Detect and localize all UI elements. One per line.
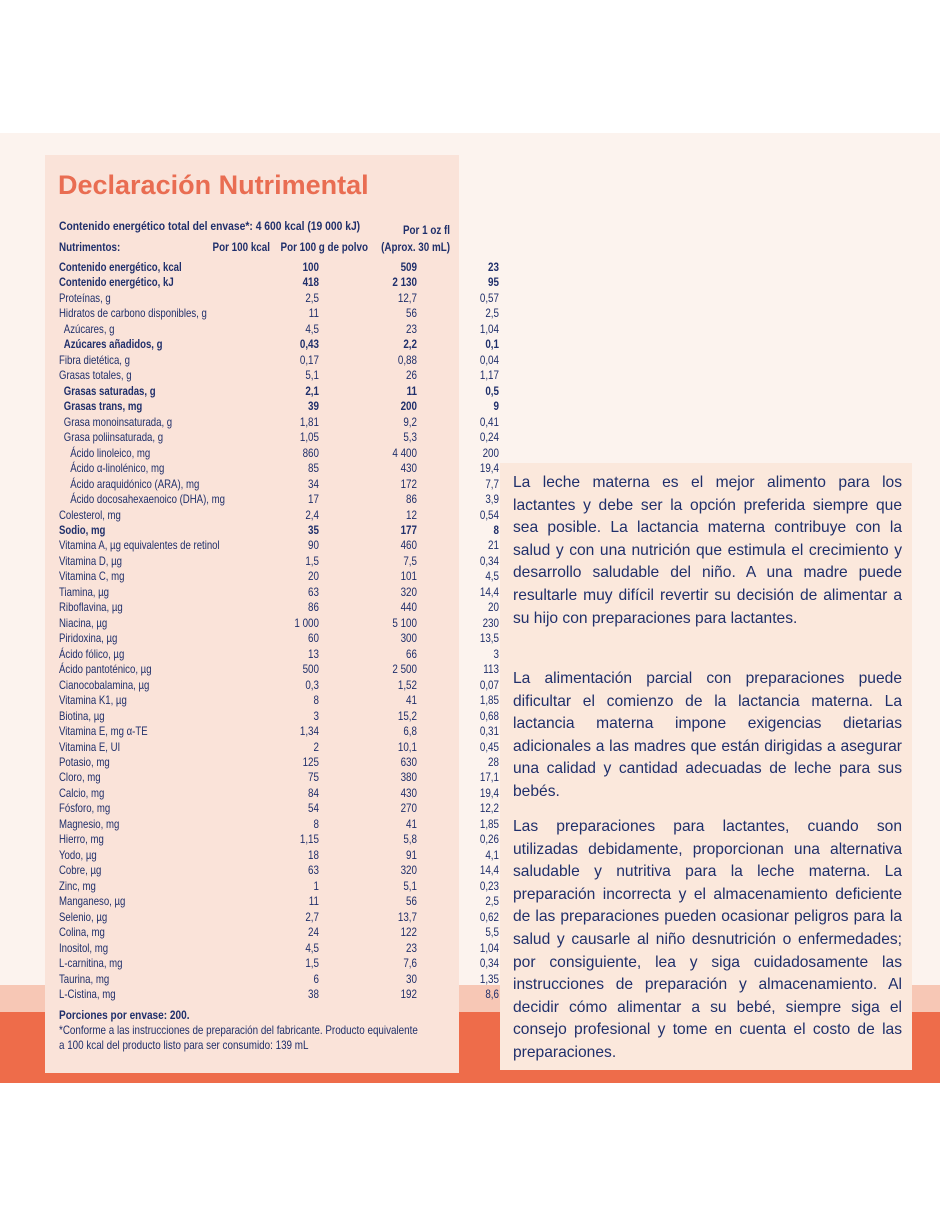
value-per-100-kcal: 0,17 [299,352,319,367]
table-row [59,522,499,538]
value-per-100-g: 440 [400,600,417,615]
value-per-100-kcal: 125 [302,755,319,769]
value-per-100-kcal: 75 [308,770,319,785]
nutrient-name: Colina, mg [59,925,105,940]
value-per-100-g: 23 [406,940,417,955]
nutrient-name: Zinc, mg [59,878,96,893]
table-row [59,321,499,337]
header-per-100-g: Por 100 g de polvo [280,240,368,254]
value-per-oz: 13,5 [479,631,499,646]
value-per-100-g: 12 [406,507,417,522]
table-row [59,739,499,755]
value-per-100-g: 56 [406,894,417,909]
value-per-oz: 4,5 [485,569,499,584]
value-per-100-g: 12,7 [397,290,417,305]
nutrient-name: Cloro, mg [59,770,101,785]
value-per-100-g: 320 [400,584,417,599]
value-per-oz: 0,23 [479,878,499,893]
value-per-100-g: 460 [400,538,417,553]
value-per-100-kcal: 100 [302,260,319,274]
value-per-100-g: 15,2 [397,708,417,723]
value-per-oz: 14,4 [479,863,499,878]
value-per-100-kcal: 11 [308,306,319,321]
table-row [59,677,499,693]
table-row [59,956,499,971]
header-per-100-kcal: Por 100 kcal [212,240,270,254]
value-per-100-g: 4 400 [392,445,417,460]
value-per-100-g: 6,8 [403,724,417,739]
value-per-oz: 28 [488,755,499,769]
nutrient-name: Ácido araquidónico (ARA), mg [70,476,200,491]
table-row [59,894,499,909]
value-per-oz: 23 [488,260,499,274]
value-per-oz: 9 [493,399,499,414]
value-per-100-kcal: 85 [308,461,319,476]
table-row [59,708,499,724]
value-per-oz: 200 [482,445,499,460]
nutrient-name: Ácido linoleico, mg [70,445,151,460]
table-row [59,290,499,306]
table-row [59,383,499,399]
nutrient-name: Grasas totales, g [59,368,132,383]
value-per-oz: 1,85 [479,816,499,831]
value-per-100-g: 2,2 [403,337,417,352]
value-per-oz: 20 [488,600,499,615]
value-per-100-g: 7,5 [403,553,417,568]
table-row [59,538,499,553]
nutrient-name: Cianocobalamina, µg [59,677,150,692]
table-row [59,801,499,816]
value-per-oz: 0,5 [485,383,499,398]
value-per-100-g: 270 [400,801,417,816]
value-per-100-kcal: 1,5 [305,956,319,971]
value-per-100-g: 509 [400,260,417,274]
value-per-oz: 7,7 [485,476,499,491]
table-row [59,847,499,863]
value-per-oz: 0,54 [479,507,499,522]
table-row [59,987,499,1002]
value-per-100-kcal: 63 [308,863,319,878]
value-per-100-kcal: 8 [313,816,319,831]
value-per-oz: 8,6 [485,987,499,1002]
table-row [59,693,499,708]
header-per-oz [376,222,450,256]
nutrition-title: Declaración Nutrimental [58,170,369,200]
value-per-100-g: 5,3 [403,430,417,445]
nutrient-name: L-carnitina, mg [59,956,123,971]
table-row [59,414,499,430]
nutrient-name: Azúcares añadidos, g [63,337,163,352]
table-row [59,832,499,847]
value-per-100-kcal: 1,05 [299,430,319,445]
value-per-100-g: 200 [400,399,417,414]
value-per-oz: 0,57 [479,290,499,305]
value-per-100-kcal: 0,43 [299,337,319,352]
value-per-100-g: 56 [406,306,417,321]
value-per-100-g: 122 [400,925,417,940]
table-row [59,600,499,615]
value-per-100-g: 192 [400,987,417,1002]
nutrient-name: Tiamina, µg [59,584,109,599]
value-per-100-g: 10,1 [397,739,417,754]
table-row [59,352,499,368]
nutrient-name: Grasa poliinsaturada, g [63,430,164,445]
value-per-100-kcal: 3 [313,708,319,723]
value-per-100-g: 66 [406,646,417,661]
table-row [59,925,499,940]
nutrient-name: Manganeso, µg [59,894,126,909]
value-per-100-kcal: 418 [302,275,319,290]
value-per-100-g: 630 [400,755,417,769]
value-per-100-g: 23 [406,321,417,336]
value-per-100-kcal: 5,1 [305,368,319,383]
value-per-100-g: 7,6 [403,956,417,971]
nutrient-name: Selenio, µg [59,909,108,924]
value-per-100-g: 177 [400,522,417,537]
value-per-oz: 8 [493,522,499,537]
table-row [59,399,499,414]
nutrient-name: Ácido pantoténico, µg [59,662,152,677]
nutrient-name: Riboflavina, µg [59,600,123,615]
value-per-oz: 3,9 [485,492,499,507]
value-per-100-kcal: 2,7 [305,909,319,924]
table-row [59,492,499,507]
table-row [59,337,499,352]
value-per-100-g: 5,8 [403,832,417,847]
table-row [59,785,499,801]
value-per-oz: 113 [483,662,499,677]
value-per-100-kcal: 34 [308,476,319,491]
nutrient-name: Ácido α-linolénico, mg [70,461,165,476]
value-per-100-g: 0,88 [397,352,417,367]
table-row [59,584,499,600]
value-per-oz: 2,5 [485,306,499,321]
value-per-100-g: 430 [400,785,417,800]
table-row [59,615,499,631]
value-per-100-kcal: 2 [313,739,319,754]
value-per-100-g: 91 [406,847,417,862]
footnote: *Conforme a las instrucciones de preparación del fabricante. Producto equivalente a 100 kcal del producto listo para ser consumido: 139 mL [59,1023,418,1052]
table-row [59,260,499,275]
value-per-100-kcal: 4,5 [305,321,319,336]
value-per-100-kcal: 54 [308,801,319,816]
value-per-oz: 2,5 [485,894,499,909]
table-row [59,306,499,321]
value-per-100-g: 5,1 [403,878,417,893]
value-per-100-kcal: 35 [308,522,319,537]
value-per-100-g: 86 [406,492,417,507]
table-row [59,816,499,832]
value-per-100-kcal: 90 [308,538,319,553]
table-row [59,940,499,956]
value-per-100-kcal: 500 [302,662,319,677]
value-per-100-g: 5 100 [392,615,417,630]
table-row [59,971,499,987]
value-per-100-kcal: 38 [308,987,319,1002]
notice-paragraph-3: Las preparaciones para lactantes, cuando son utilizadas debidamente, proporcionan una alternativa saludable y nutritiva para la leche materna. La preparación incorrecta y el almacenamiento deficiente de las preparaciones pueden ocasionar peligros para la salud y causarle al niño desnutrición o enfermedades; por consiguiente, lea y siga cuidadosamente las instrucciones de preparación y almacenamiento. Al decidir cómo alimentar a su bebé, siempre siga el consejo profesional y tome en cuenta el costo de las preparaciones. [513,818,902,1061]
value-per-oz: 0,24 [479,430,499,445]
table-row [59,553,499,569]
nutrient-name: Piridoxina, µg [59,631,118,646]
value-per-oz: 0,31 [479,724,499,739]
value-per-oz: 0,26 [479,832,499,847]
value-per-100-g: 11 [406,383,417,398]
value-per-oz: 0,34 [479,553,499,568]
value-per-oz: 17,1 [479,770,499,785]
value-per-100-g: 101 [400,569,417,584]
value-per-100-g: 41 [406,693,417,708]
value-per-oz: 0,1 [485,337,499,352]
value-per-oz: 0,45 [479,739,499,754]
nutrient-name: Sodio, mg [59,522,106,537]
table-row [59,878,499,894]
nutrient-name: Calcio, mg [59,785,105,800]
value-per-100-g: 41 [406,816,417,831]
value-per-oz: 4,1 [485,847,499,862]
value-per-oz: 0,04 [479,352,499,367]
notice-paragraph-1: La leche materna es el mejor alimento para los lactantes y debe ser la opción preferida siempre que sea posible. La lactancia materna contribuye con la salud y con una nutrición que estimula el crecimiento y desarrollo saludable del niño. A una madre puede resultarle muy difícil revertir su decisión de alimentar a su hijo con preparaciones para lactantes. [513,474,902,627]
value-per-100-kcal: 0,3 [305,677,319,692]
nutrient-name: Magnesio, mg [59,816,120,831]
value-per-oz: 1,04 [479,321,499,336]
value-per-100-kcal: 17 [308,492,319,507]
total-energy-line: Contenido energético total del envase*: 4 600 kcal (19 000 kJ) [59,219,361,233]
value-per-100-kcal: 24 [308,925,319,940]
value-per-100-kcal: 6 [313,971,319,986]
nutrient-name: Vitamina K1, µg [59,693,127,708]
table-row [59,507,499,523]
value-per-oz: 21 [488,538,499,553]
table-row [59,755,499,770]
nutrient-name: Contenido energético, kcal [59,260,182,274]
table-row [59,445,499,461]
value-per-100-g: 9,2 [403,414,417,429]
value-per-100-g: 1,52 [397,677,417,692]
table-row [59,430,499,445]
value-per-100-kcal: 11 [308,894,319,909]
header-nutrients: Nutrimentos: [59,240,121,254]
table-row [59,368,499,383]
nutrient-name: Ácido docosahexaenoico (DHA), mg [70,492,225,507]
value-per-100-kcal: 1,5 [305,553,319,568]
table-row [59,646,499,662]
table-row [59,724,499,739]
value-per-100-kcal: 86 [308,600,319,615]
value-per-100-g: 26 [406,368,417,383]
value-per-100-kcal: 4,5 [305,940,319,955]
nutrient-name: Yodo, µg [59,847,97,862]
value-per-oz: 3 [493,646,499,661]
nutrient-name: Grasas saturadas, g [63,383,156,398]
value-per-oz: 0,41 [479,414,499,429]
header-per-oz-line2: (Aprox. 30 mL) [381,240,450,254]
value-per-100-kcal: 13 [308,646,319,661]
table-row [59,461,499,476]
table-row [59,631,499,646]
value-per-100-kcal: 8 [313,693,319,708]
value-per-oz: 0,34 [479,956,499,971]
value-per-oz: 12,2 [479,801,499,816]
value-per-100-g: 320 [400,863,417,878]
value-per-100-kcal: 2,4 [305,507,319,522]
value-per-100-kcal: 860 [302,445,319,460]
table-row [59,275,499,290]
nutrient-name: Vitamina A, µg equivalentes de retinol [59,538,220,553]
nutrient-name: Proteínas, g [59,290,111,305]
value-per-100-kcal: 1 [313,878,319,893]
nutrient-name: Grasas trans, mg [63,399,143,414]
value-per-oz: 5,5 [485,925,499,940]
table-row [59,569,499,584]
nutrient-name: Vitamina C, mg [59,569,125,584]
header-per-oz-line1: Por 1 oz fl [402,223,450,237]
portions-per-container: Porciones por envase: 200. [59,1008,190,1022]
value-per-100-kcal: 1,34 [299,724,319,739]
value-per-100-g: 13,7 [397,909,417,924]
value-per-100-g: 172 [400,476,417,491]
nutrient-name: Potasio, mg [59,755,110,769]
value-per-oz: 1,04 [479,940,499,955]
nutrient-name: L-Cistina, mg [59,987,116,1002]
value-per-100-kcal: 60 [308,631,319,646]
value-per-oz: 0,62 [479,909,499,924]
nutrient-name: Hierro, mg [59,832,104,847]
table-row [59,770,499,785]
value-per-oz: 0,68 [479,708,499,723]
value-per-100-kcal: 1,81 [299,414,319,429]
nutrition-table [59,260,499,1003]
nutrient-name: Biotina, µg [59,708,105,723]
nutrient-name: Taurina, mg [59,971,110,986]
value-per-100-kcal: 18 [308,847,319,862]
nutrient-name: Hidratos de carbono disponibles, g [59,306,207,321]
nutrient-name: Fibra dietética, g [59,352,130,367]
table-row [59,662,499,677]
value-per-100-kcal: 2,1 [305,383,319,398]
notice-paragraph-2: La alimentación parcial con preparaciones puede dificultar el comienzo de la lactancia materna. La lactancia materna impone exigencias dietarias adicionales a las madres que están dirigidas a asegurar una calidad y cantidad adecuadas de leche para sus bebés. [513,670,902,800]
value-per-100-kcal: 20 [308,569,319,584]
nutrient-name: Grasa monoinsaturada, g [63,414,173,429]
value-per-100-g: 2 500 [392,662,417,677]
value-per-100-kcal: 1 000 [294,615,319,630]
value-per-100-g: 2 130 [392,275,417,290]
value-per-oz: 14,4 [479,584,499,599]
value-per-100-kcal: 84 [308,785,319,800]
value-per-100-kcal: 2,5 [305,290,319,305]
value-per-oz: 19,4 [479,785,499,800]
value-per-oz: 1,35 [479,971,499,986]
value-per-oz: 0,07 [479,677,499,692]
nutrient-name: Cobre, µg [59,863,102,878]
value-per-oz: 19,4 [479,461,499,476]
nutrient-name: Colesterol, mg [59,507,121,522]
value-per-100-g: 300 [400,631,417,646]
table-row [59,909,499,925]
nutrient-name: Vitamina E, mg α-TE [59,724,148,739]
nutrient-name: Vitamina D, µg [59,553,122,568]
value-per-100-g: 430 [400,461,417,476]
value-per-100-kcal: 1,15 [299,832,319,847]
value-per-100-kcal: 39 [308,399,319,414]
value-per-100-kcal: 63 [308,584,319,599]
nutrient-name: Azúcares, g [63,321,115,336]
value-per-100-g: 380 [400,770,417,785]
table-row [59,476,499,492]
nutrient-name: Contenido energético, kJ [59,275,174,290]
nutrient-name: Niacina, µg [59,615,108,630]
nutrient-name: Inositol, mg [59,940,109,955]
value-per-oz: 1,17 [479,368,499,383]
nutrient-name: Ácido fólico, µg [59,646,125,661]
value-per-oz: 1,85 [479,693,499,708]
value-per-oz: 95 [488,275,499,290]
value-per-oz: 230 [482,615,499,630]
value-per-100-g: 30 [406,971,417,986]
nutrient-name: Fósforo, mg [59,801,111,816]
table-row [59,863,499,878]
nutrient-name: Vitamina E, UI [59,739,121,754]
